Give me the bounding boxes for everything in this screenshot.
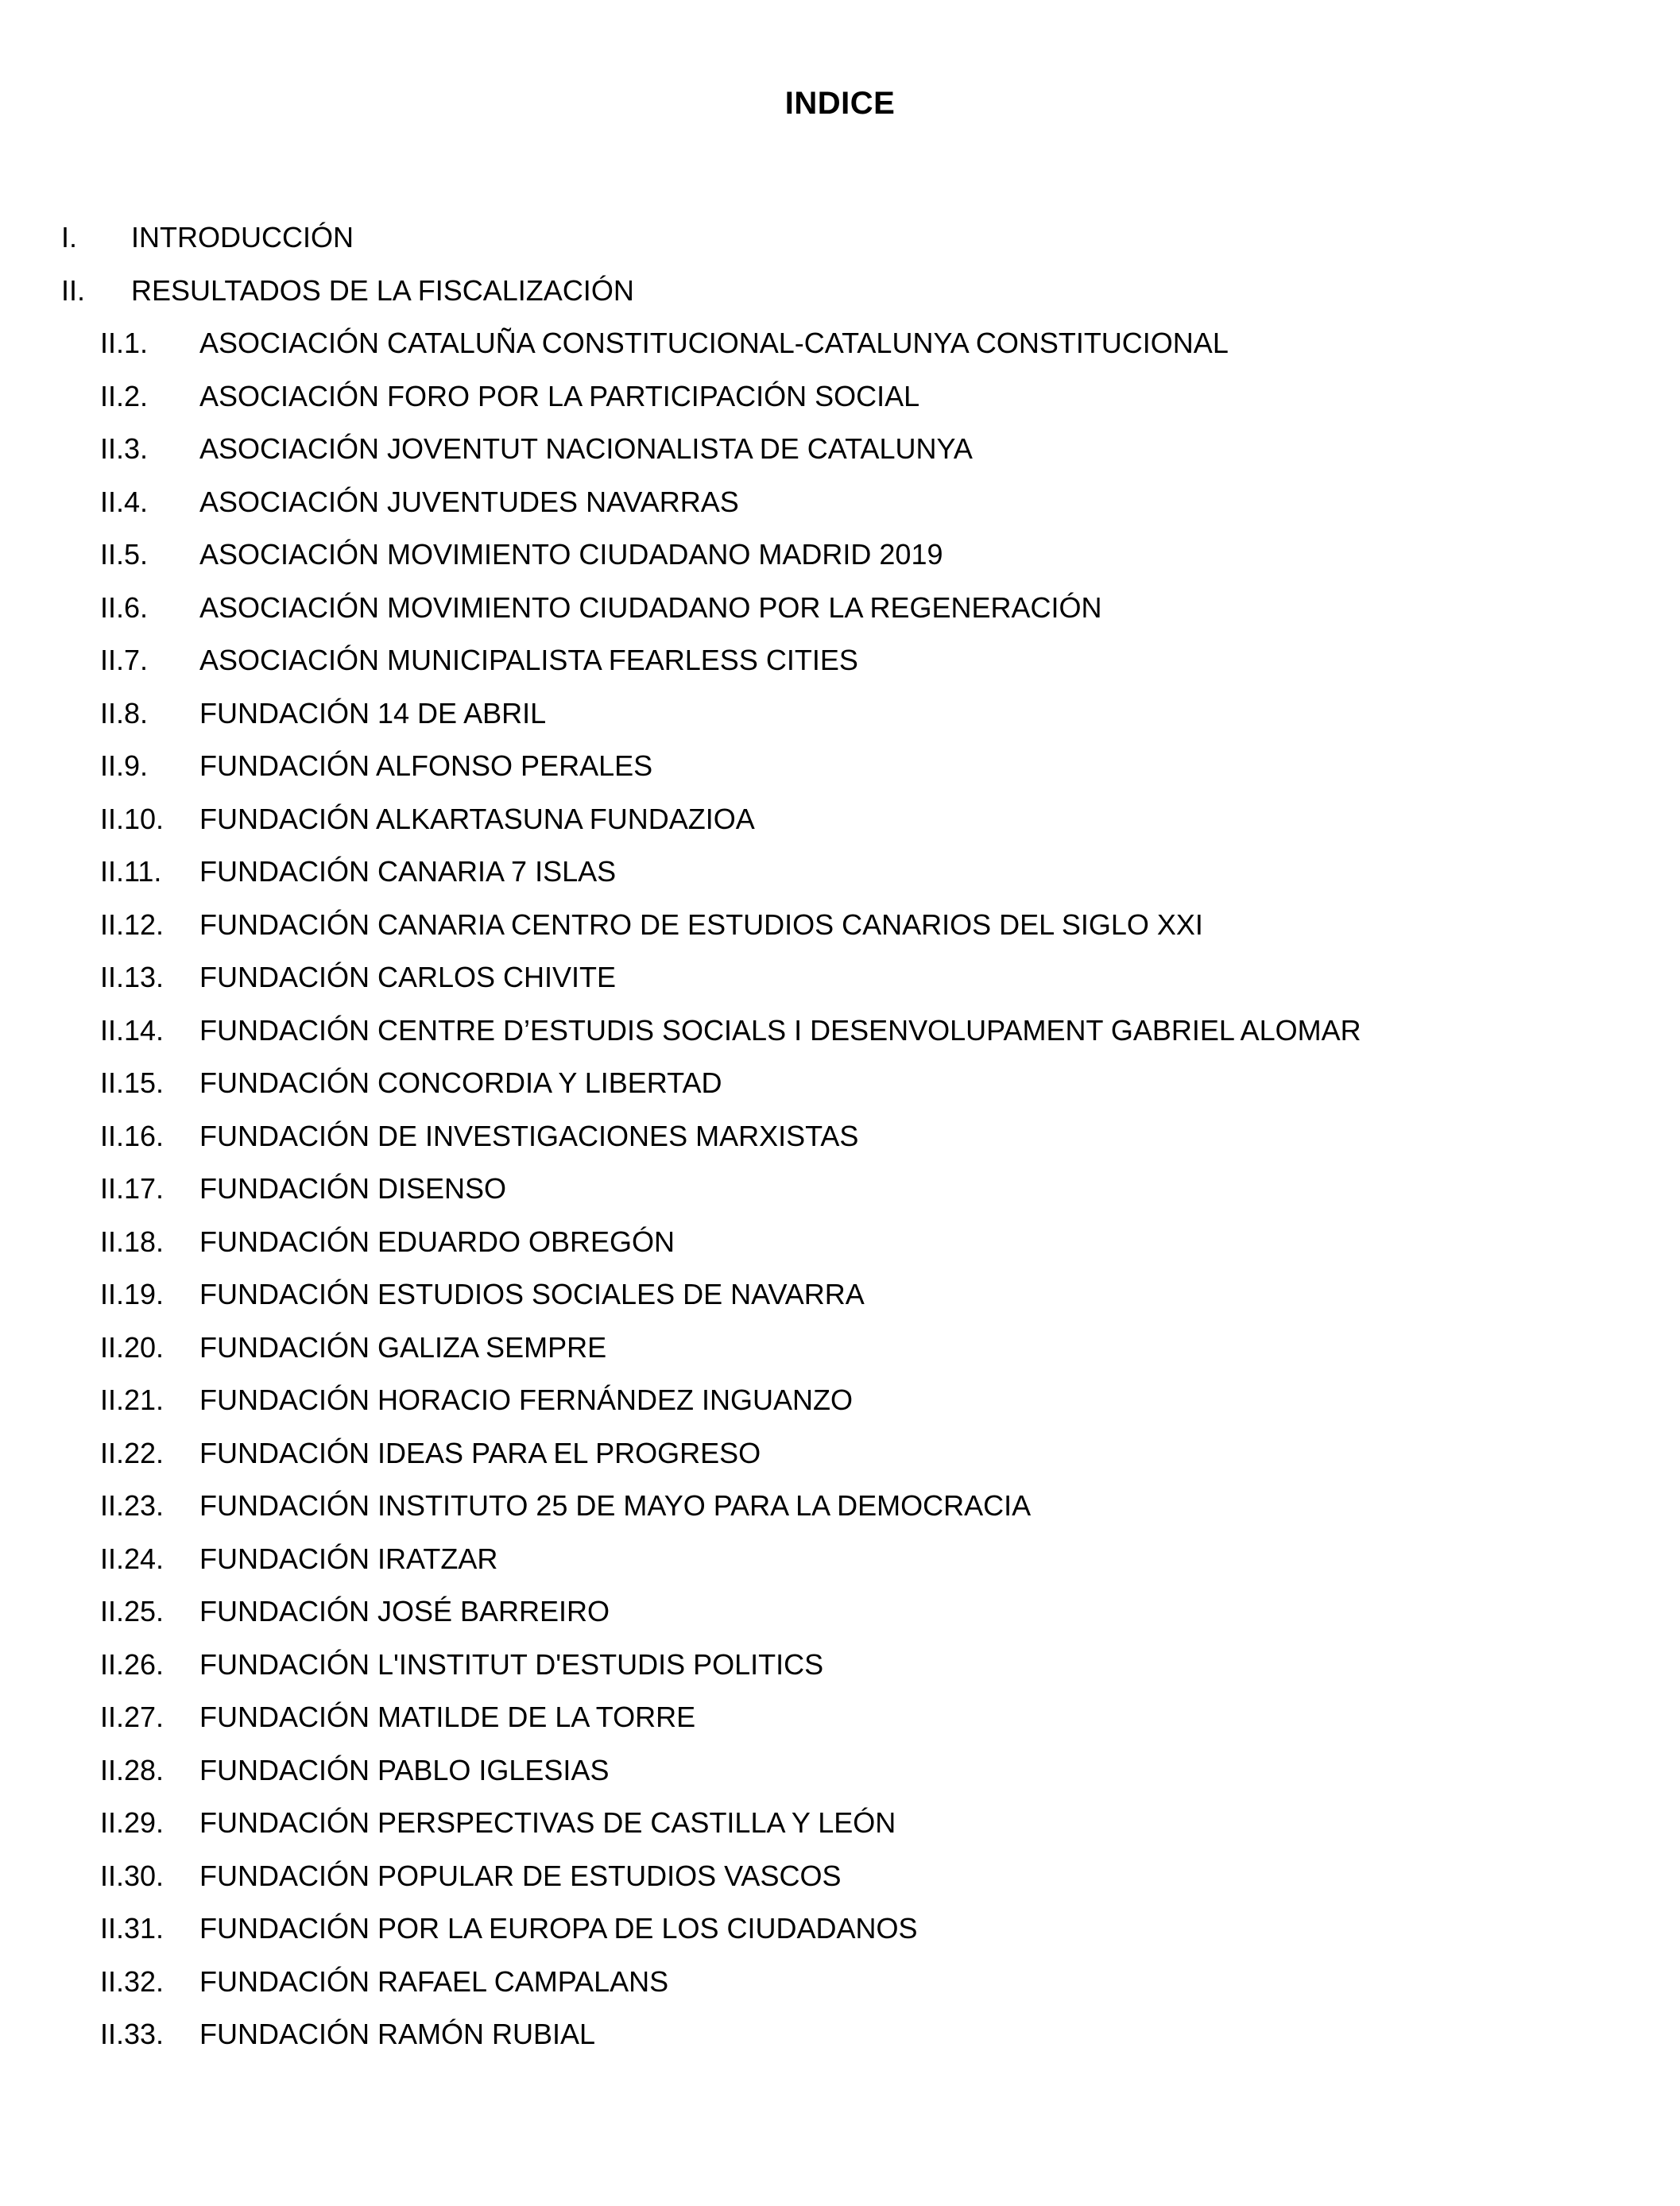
toc-subentry-label: FUNDACIÓN CANARIA 7 ISLAS bbox=[199, 855, 617, 888]
toc-subentry-number: II.3. bbox=[100, 432, 149, 465]
toc-subentry[interactable] bbox=[0, 1163, 1680, 1216]
toc-subentry[interactable] bbox=[0, 1374, 1680, 1427]
toc-subentry-number: II.4. bbox=[100, 485, 149, 518]
toc-subentry-number: II.18. bbox=[100, 1225, 165, 1258]
toc-subentry[interactable] bbox=[0, 1004, 1680, 1058]
toc-subentry-number: II.8. bbox=[100, 696, 149, 730]
toc-subentry-label: FUNDACIÓN ESTUDIOS SOCIALES DE NAVARRA bbox=[199, 1278, 865, 1310]
toc-subentry-number: II.6. bbox=[100, 590, 149, 624]
toc-subentry[interactable] bbox=[0, 582, 1680, 635]
toc-subentry[interactable] bbox=[0, 2008, 1680, 2061]
toc-subentry[interactable] bbox=[0, 899, 1680, 952]
toc-subentry-number: II.5. bbox=[100, 538, 149, 571]
table-of-contents bbox=[0, 211, 1680, 2061]
toc-subentry-number: II.21. bbox=[100, 1384, 165, 1416]
toc-subentry-label: FUNDACIÓN IRATZAR bbox=[199, 1542, 498, 1575]
toc-subentry[interactable] bbox=[0, 1639, 1680, 1692]
toc-subentry-label: FUNDACIÓN INSTITUTO 25 DE MAYO PARA LA DEMOCRACIA bbox=[199, 1489, 1032, 1522]
toc-subentry[interactable] bbox=[0, 1797, 1680, 1850]
toc-subentry[interactable] bbox=[0, 846, 1680, 899]
toc-subentry-label: FUNDACIÓN L'INSTITUT D'ESTUDIS POLITICS bbox=[199, 1647, 824, 1681]
toc-subentry[interactable] bbox=[0, 1216, 1680, 1269]
toc-subentry-label: FUNDACIÓN HORACIO FERNÁNDEZ INGUANZO bbox=[199, 1384, 854, 1416]
toc-subentry-label: ASOCIACIÓN FORO POR LA PARTICIPACIÓN SOCIAL bbox=[199, 379, 920, 412]
toc-subentry-label: ASOCIACIÓN MOVIMIENTO CIUDADANO POR LA REGENERACIÓN bbox=[199, 590, 1102, 624]
toc-subentry-number: II.15. bbox=[100, 1066, 165, 1099]
toc-subentry-number: II.20. bbox=[100, 1330, 165, 1364]
toc-subentry[interactable] bbox=[0, 1956, 1680, 2009]
toc-subentry-number: II.22. bbox=[100, 1436, 165, 1469]
toc-subentry[interactable] bbox=[0, 370, 1680, 424]
toc-subentry-label: FUNDACIÓN 14 DE ABRIL bbox=[199, 696, 547, 730]
toc-subentry-number: II.32. bbox=[100, 1964, 165, 1998]
toc-subentry[interactable] bbox=[0, 687, 1680, 741]
toc-subentry-number: II.24. bbox=[100, 1542, 165, 1575]
toc-subentry-label: FUNDACIÓN CENTRE D’ESTUDIS SOCIALS I DESENVOLUPAMENT GABRIEL ALOMAR bbox=[199, 1013, 1361, 1047]
toc-entry-number: I. bbox=[61, 221, 78, 253]
toc-subentry-number: II.2. bbox=[100, 379, 149, 412]
toc-subentry-number: II.29. bbox=[100, 1806, 165, 1839]
toc-subentry-number: II.1. bbox=[100, 327, 149, 359]
toc-subentry-number: II.10. bbox=[100, 802, 165, 835]
toc-subentry[interactable] bbox=[0, 740, 1680, 793]
toc-subentry-label: FUNDACIÓN RAFAEL CAMPALANS bbox=[199, 1964, 669, 1998]
toc-subentry-number: II.30. bbox=[100, 1859, 165, 1892]
toc-subentry-number: II.19. bbox=[100, 1278, 165, 1310]
toc-subentry-number: II.28. bbox=[100, 1753, 165, 1786]
toc-subentry[interactable] bbox=[0, 1744, 1680, 1798]
toc-subentry-number: II.7. bbox=[100, 644, 149, 676]
toc-subentry[interactable] bbox=[0, 1110, 1680, 1163]
toc-subentry[interactable] bbox=[0, 793, 1680, 846]
toc-subentry-label: FUNDACIÓN DISENSO bbox=[199, 1172, 507, 1205]
toc-subentry[interactable] bbox=[0, 1533, 1680, 1586]
toc-subentry-number: II.31. bbox=[100, 1912, 165, 1945]
toc-subentry-label: FUNDACIÓN ALKARTASUNA FUNDAZIOA bbox=[199, 802, 755, 835]
toc-subentry[interactable] bbox=[0, 528, 1680, 582]
toc-entry-label: INTRODUCCIÓN bbox=[131, 221, 354, 253]
toc-subentry-label: ASOCIACIÓN MOVIMIENTO CIUDADANO MADRID 2019 bbox=[199, 538, 943, 571]
toc-subentry[interactable] bbox=[0, 1322, 1680, 1375]
page-title: INDICE bbox=[784, 86, 896, 121]
toc-subentry-number: II.11. bbox=[100, 855, 162, 888]
toc-subentry[interactable] bbox=[0, 1480, 1680, 1533]
toc-entry-number: II. bbox=[61, 273, 86, 307]
toc-subentry-number: II.33. bbox=[100, 2018, 165, 2050]
toc-subentry[interactable] bbox=[0, 1057, 1680, 1110]
toc-subentry-number: II.17. bbox=[100, 1172, 165, 1205]
toc-subentry-label: FUNDACIÓN IDEAS PARA EL PROGRESO bbox=[199, 1436, 761, 1469]
toc-subentry-number: II.25. bbox=[100, 1595, 165, 1627]
toc-subentry-label: FUNDACIÓN MATILDE DE LA TORRE bbox=[199, 1701, 696, 1733]
toc-subentry-number: II.23. bbox=[100, 1489, 165, 1522]
toc-subentry-label: FUNDACIÓN JOSÉ BARREIRO bbox=[199, 1595, 610, 1627]
toc-subentry-label: FUNDACIÓN PERSPECTIVAS DE CASTILLA Y LEÓN bbox=[199, 1806, 896, 1839]
toc-subentry-number: II.16. bbox=[100, 1119, 165, 1152]
toc-subentry-label: ASOCIACIÓN CATALUÑA CONSTITUCIONAL-CATALUNYA CONSTITUCIONAL bbox=[199, 327, 1229, 359]
toc-subentry-number: II.9. bbox=[100, 749, 149, 782]
toc-subentry-label: FUNDACIÓN POPULAR DE ESTUDIOS VASCOS bbox=[199, 1859, 842, 1892]
toc-subentry[interactable] bbox=[0, 317, 1680, 370]
toc-subentry[interactable] bbox=[0, 634, 1680, 687]
toc-subentry[interactable] bbox=[0, 476, 1680, 529]
toc-subentry-label: FUNDACIÓN POR LA EUROPA DE LOS CIUDADANOS bbox=[199, 1912, 918, 1945]
toc-subentry-number: II.13. bbox=[100, 961, 165, 993]
toc-subentry-number: II.12. bbox=[100, 908, 165, 941]
toc-subentry-label: FUNDACIÓN ALFONSO PERALES bbox=[199, 749, 653, 782]
toc-subentry-label: FUNDACIÓN EDUARDO OBREGÓN bbox=[199, 1225, 675, 1258]
toc-subentry[interactable] bbox=[0, 1427, 1680, 1480]
toc-subentry-label: FUNDACIÓN GALIZA SEMPRE bbox=[199, 1330, 607, 1364]
toc-subentry-label: ASOCIACIÓN MUNICIPALISTA FEARLESS CITIES bbox=[199, 644, 858, 676]
toc-subentry[interactable] bbox=[0, 1850, 1680, 1903]
toc-subentry-label: FUNDACIÓN CANARIA CENTRO DE ESTUDIOS CANARIOS DEL SIGLO XXI bbox=[199, 908, 1203, 941]
toc-subentry-label: FUNDACIÓN PABLO IGLESIAS bbox=[199, 1753, 610, 1786]
toc-entry-introduccion[interactable] bbox=[0, 211, 1680, 265]
toc-subentry[interactable] bbox=[0, 1691, 1680, 1744]
toc-entry-resultados[interactable] bbox=[0, 265, 1680, 318]
toc-subentry[interactable] bbox=[0, 1585, 1680, 1639]
toc-subentry-label: FUNDACIÓN DE INVESTIGACIONES MARXISTAS bbox=[199, 1119, 859, 1152]
toc-subentry-number: II.26. bbox=[100, 1647, 165, 1681]
toc-subentry[interactable] bbox=[0, 1268, 1680, 1322]
toc-subentry[interactable] bbox=[0, 951, 1680, 1004]
toc-subentry-label: FUNDACIÓN CONCORDIA Y LIBERTAD bbox=[199, 1066, 722, 1099]
toc-subentry-number: II.14. bbox=[100, 1013, 165, 1047]
toc-subentry-label: ASOCIACIÓN JUVENTUDES NAVARRAS bbox=[199, 485, 739, 518]
toc-subentry-label: ASOCIACIÓN JOVENTUT NACIONALISTA DE CATALUNYA bbox=[199, 432, 973, 465]
toc-subentry-label: FUNDACIÓN RAMÓN RUBIAL bbox=[199, 2018, 596, 2050]
toc-subentry[interactable] bbox=[0, 1902, 1680, 1956]
toc-entry-label: RESULTADOS DE LA FISCALIZACIÓN bbox=[131, 273, 634, 307]
toc-subentry-number: II.27. bbox=[100, 1701, 165, 1733]
toc-subentry[interactable] bbox=[0, 423, 1680, 476]
toc-subentry-label: FUNDACIÓN CARLOS CHIVITE bbox=[199, 961, 617, 993]
